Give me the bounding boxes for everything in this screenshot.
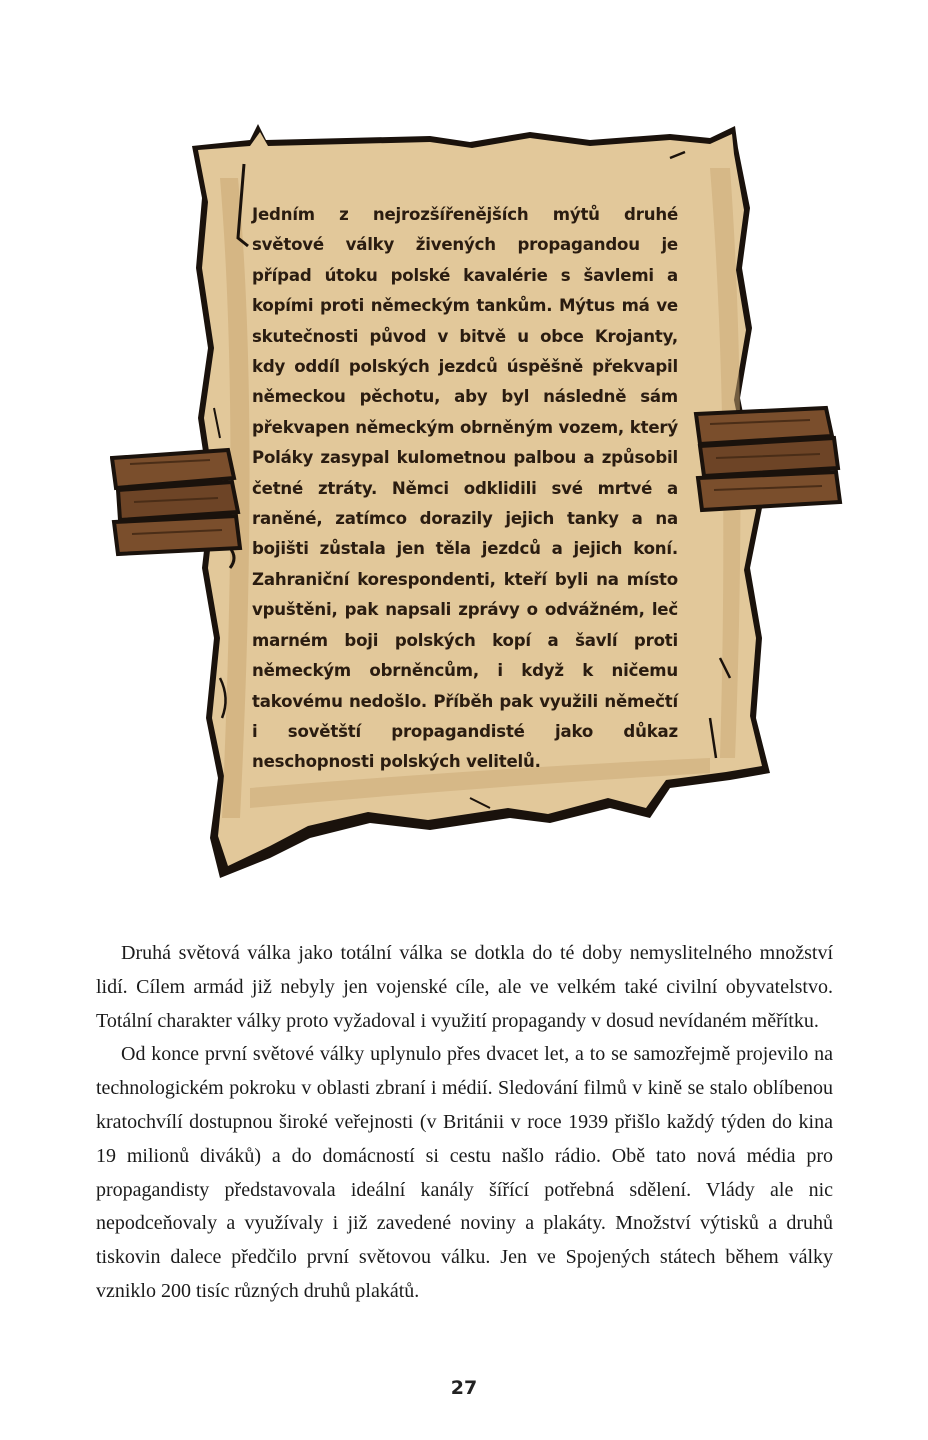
body-paragraph: Druhá světová válka jako totální válka se dotkla do té doby nemyslitelného množství lidí. Cílem armád již nebyly jen vojenské cíle, ale ve velkém také civilní obyvatelstvo. Totální charakter války proto vyžadoval i využití propagandy v dosud nevídaném měřítku.	[96, 942, 833, 1032]
page-number: 27	[450, 1377, 478, 1399]
scroll-text: Jedním z nejrozšířenějších mýtů druhé světové války živených propagandou je případ útoku polské kavalérie s šavlemi a kopími proti německým tankům. Mýtus má ve skutečnosti původ v bitvě u obce Krojanty, kdy oddíl polských jezdců úspěšně překvapil německou pěchotu, aby byl následně sám překvapen německým obrněným vozem, který Poláky zasypal kulometnou palbou a způsobil četné ztráty. Němci odklidili své mrtvé a raněné, zatímco dorazily jejich tanky a na bojišti zůstala jen těla jezdců a jejich koní. Zahraniční korespondenti, kteří byli na místo vpuštěni, pak napsali zprávy o odvážném, leč marném boji polských kopí a šavlí proti německým obrněncům, i když k ničemu takovému nedošlo. Příběh pak využili němečtí i sovětští propagandisté jako důkaz neschopnosti polských velitelů.	[252, 205, 678, 772]
left-wooden-board	[112, 450, 240, 554]
body-text	[96, 937, 833, 1309]
body-paragraph: Od konce první světové války uplynulo přes dvacet let, a to se samozřejmě projevilo na technologickém pokroku v oblasti zbraní i médií. Sledování filmů v kině se stalo oblíbenou kratochvílí dostupnou široké veřejnosti (v Británii v roce 1939 přišlo každý týden do kina 19 milionů diváků) a do domácností si cestu našlo rádio. Obě tato nová média pro propagandisty představovala ideální kanály šířící potřebná sdělení. Vlády ale nic nepodceňovaly a využívaly i již zavedené noviny a plakáty. Množství výtisků a druhů tiskovin dalece předčilo první světovou válku. Jen ve Spojených státech během války vzniklo 200 tisíc různých druhů plakátů.	[96, 1043, 833, 1302]
parchment-scroll	[110, 118, 845, 888]
right-wooden-board	[696, 408, 840, 510]
